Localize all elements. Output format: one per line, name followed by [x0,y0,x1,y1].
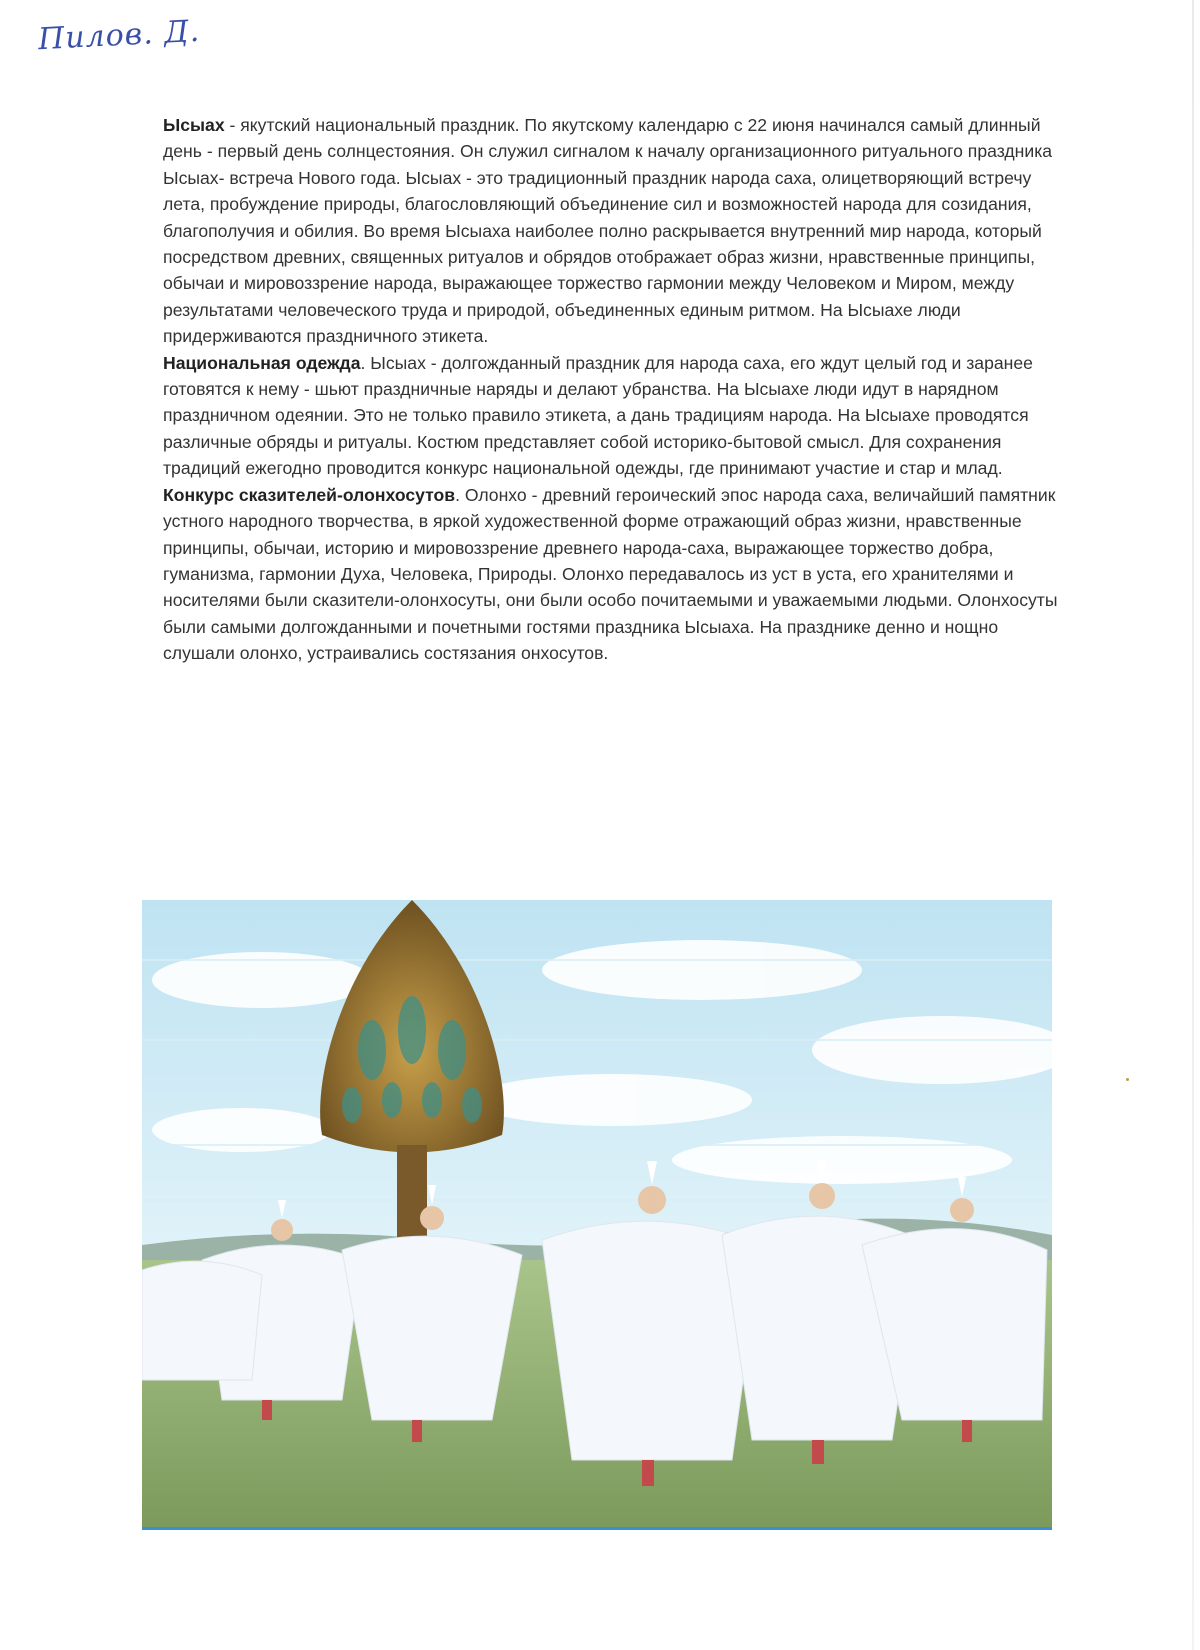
paragraph-text: . Ысыах - долгожданный праздник для народа саха, его ждут целый год и заранее готовятся к нему - шьют праздничные наряды и делают убранства. На Ысыахе люди идут в нарядном праздничном одеянии. Это не только правило этикета, а дань традициям народа. На Ысыахе проводятся различные обряды и ритуалы. Костюм представляет собой историко-бытовой смысл. Для сохранения традиций ежегодно проводится конкурс национальной одежды, где принимают участие и стар и млад. [163,352,1033,479]
paragraph-ysyakh [163,112,1073,350]
paragraph-heading: Ысыах [163,115,225,135]
page-edge [1192,0,1194,1650]
paragraph-heading: Национальная одежда [163,352,361,373]
paragraph-olonkhosut-contest [163,482,1073,667]
paragraph-national-clothing [163,350,1073,482]
festival-photo [142,900,1052,1530]
festival-photo-icon [142,900,1052,1527]
paragraph-heading: Конкурс сказителей-олонхосутов [163,484,456,505]
paragraph-text: . Олонхо - древний героический эпос народа саха, величайший памятник устного народного творчества, в яркой художественной форме отражающий образ жизни, нравственные принципы, обычаи, историю и мировоззрение древнего народа-саха, выражающее торжество добра, гуманизма, гармонии Духа, Человека, Природы. Олонхо передавалось из уст в уста, его хранителями и носителями были сказители-олонхосуты, они были особо почитаемыми и уважаемыми людьми. Олонхосуты были самыми долгожданными и почетными гостями праздника Ысыаха. На празднике денно и нощно слушали олонхо, устраивались состязания онхосутов. [163,484,1058,664]
handwritten-signature: Пилов. Д. [37,13,201,58]
scan-speck [1126,1078,1129,1081]
article-body [163,112,1073,667]
paragraph-text: - якутский национальный праздник. По якутскому календарю с 22 июня начинался самый длинный день - первый день солнцестояния. Он служил сигналом к началу организационного ритуального праздника Ысыах- встреча Нового года. Ысыах - это традиционный праздник народа саха, олицетворяющий встречу лета, пробуждение природы, благословляющий объединение сил и возможностей народа для созидания, благополучия и обилия. Во время Ысыаха наиболее полно раскрывается внутренний мир народа, который посредством древних, священных ритуалов и обрядов отображает образ жизни, нравственные принципы, обычаи и мировоззрение народа, выражающее торжество гармонии между Человеком и Миром, между результатами человеческого труда и природой, объединенных единым ритмом. На Ысыахе люди придерживаются праздничного этикета. [163,115,1053,347]
